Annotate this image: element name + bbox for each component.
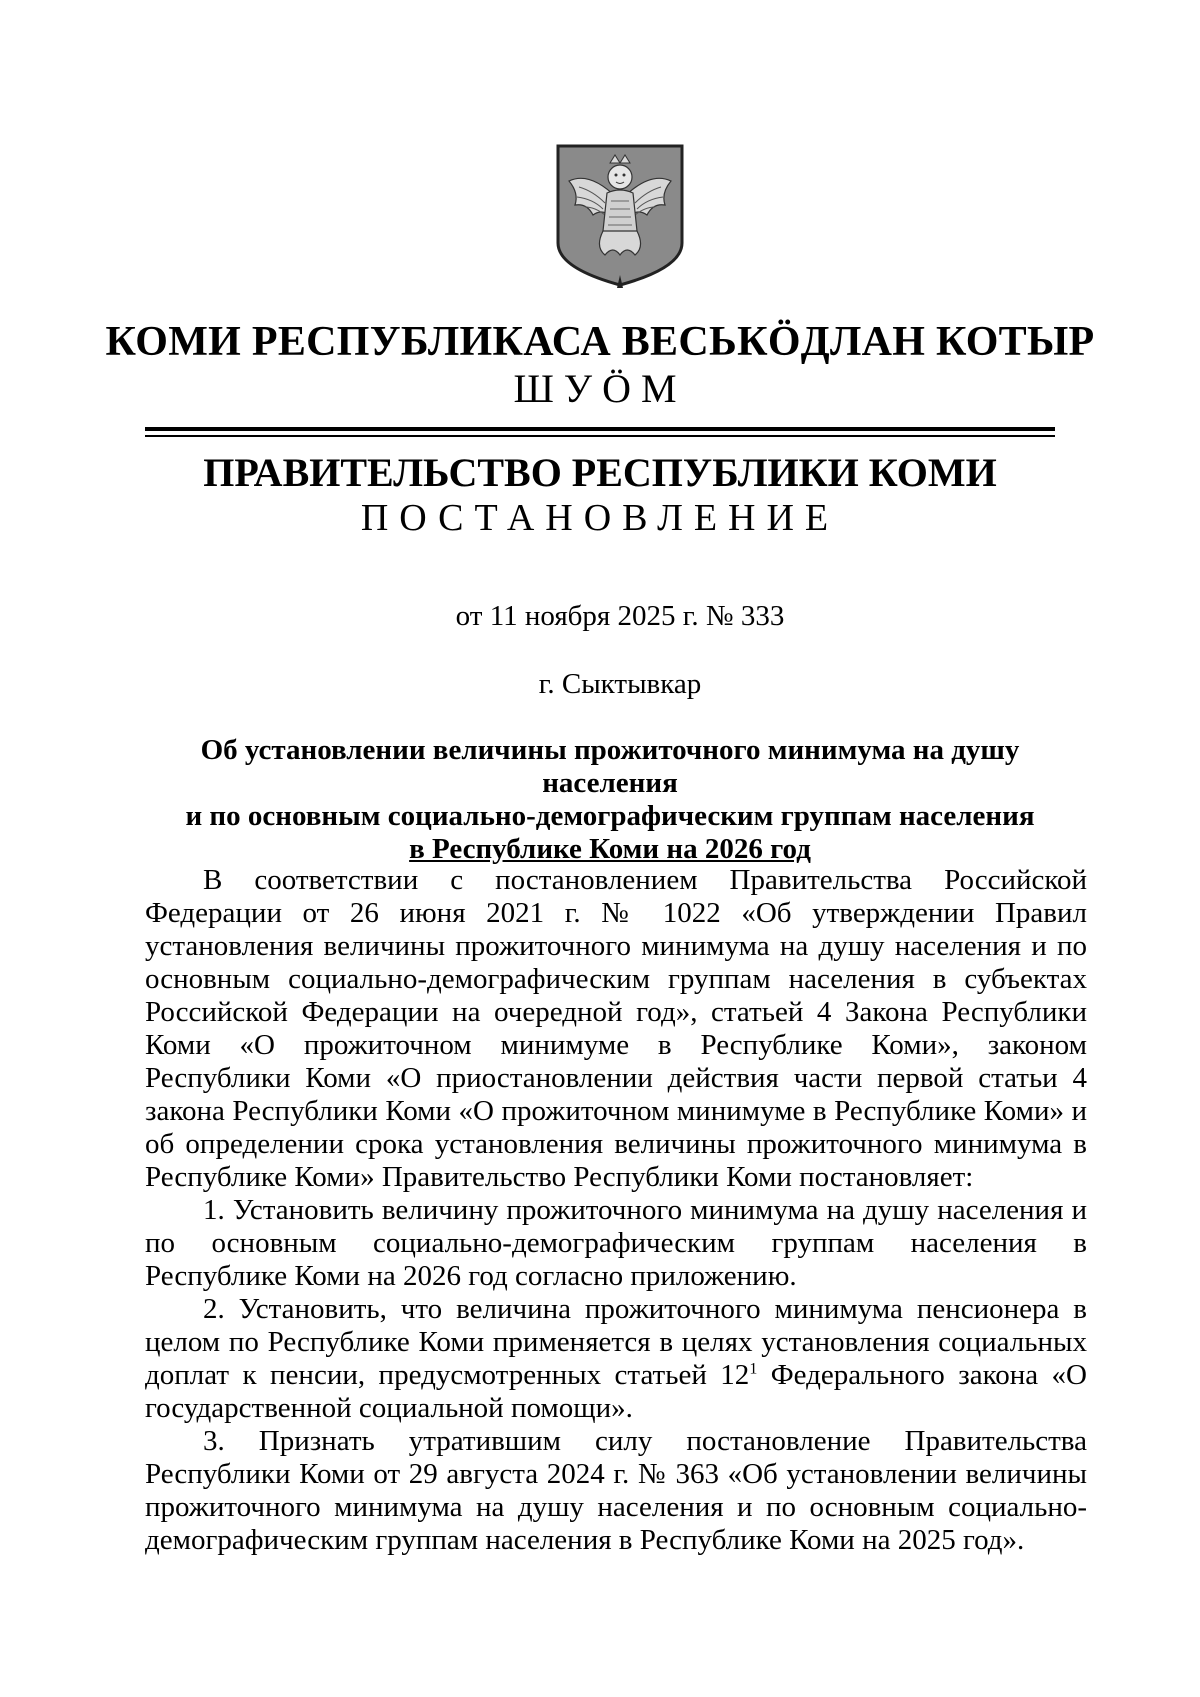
title-line-1: Об установлении величины прожиточного минимума на душу населения <box>200 734 1020 799</box>
item-2-text-end: Федерального закона «О государственной социальной помощи». <box>145 1359 1087 1424</box>
gov-org-name: ПРАВИТЕЛЬСТВО РЕСПУБЛИКИ КОМИ <box>203 450 997 495</box>
city-line: г. Сыктывкар <box>538 668 702 700</box>
divider-thick <box>145 427 1055 431</box>
title-line-3: в Республике Коми на 2026 год <box>409 833 811 865</box>
title-line-2: и по основным социально-демографическим группам населения <box>185 800 1035 832</box>
divider-thin <box>145 435 1055 437</box>
preamble-paragraph: В соответствии с постановлением Правительства Российской Федерации от 26 июня 2021 г. № 1022 «Об утверждении Правил установления величины прожиточного минимума на душу населения и по основным социально-демографическим группам населения в субъектах Российской Федерации на очередной год», статьей 4 Закона Республики Коми «О прожиточном минимуме в Республике Коми», законом Республики Коми «О приостановлении действия части первой статьи 4 закона Республики Коми «О прожиточном минимуме в Республике Коми» и об определении срока установления величины прожиточного минимума в Республике Коми» Правительство Республики Коми постановляет: <box>145 864 1087 1193</box>
item-2-paragraph <box>145 1293 1087 1425</box>
komi-coat-of-arms-icon <box>555 143 685 288</box>
document-title <box>130 734 1090 866</box>
komi-org-name: КОМИ РЕСПУБЛИКАСА ВЕСЬКӦДЛАН КОТЫР <box>105 319 1095 365</box>
item-3-paragraph: 3. Признать утратившим силу постановление Правительства Республики Коми от 29 августа 2024 г. № 363 «Об установлении величины прожиточного минимума на душу населения и по основным социально-демографическим группам населения в Республике Коми на 2025 год». <box>145 1425 1087 1556</box>
document-body <box>145 864 1087 1557</box>
item-1-paragraph: 1. Установить величину прожиточного минимума на душу населения и по основным социально-демографическим группам населения в Республике Коми на 2026 год согласно приложению. <box>145 1194 1087 1292</box>
title-line-3-wrap <box>130 833 1090 866</box>
komi-doc-type: ШУӦМ <box>513 366 687 411</box>
doc-type-title: ПОСТАНОВЛЕНИЕ <box>360 497 840 539</box>
item-2-superscript: 1 <box>749 1360 758 1378</box>
item-2-text: 2. Установить, что величина прожиточного минимума пенсионера в целом по Республике Коми применяется в целях установления социальных доплат к пенсии, предусмотренных статьей 12 <box>145 1293 1087 1391</box>
date-number-line: от 11 ноября 2025 г. № 333 <box>455 600 785 632</box>
